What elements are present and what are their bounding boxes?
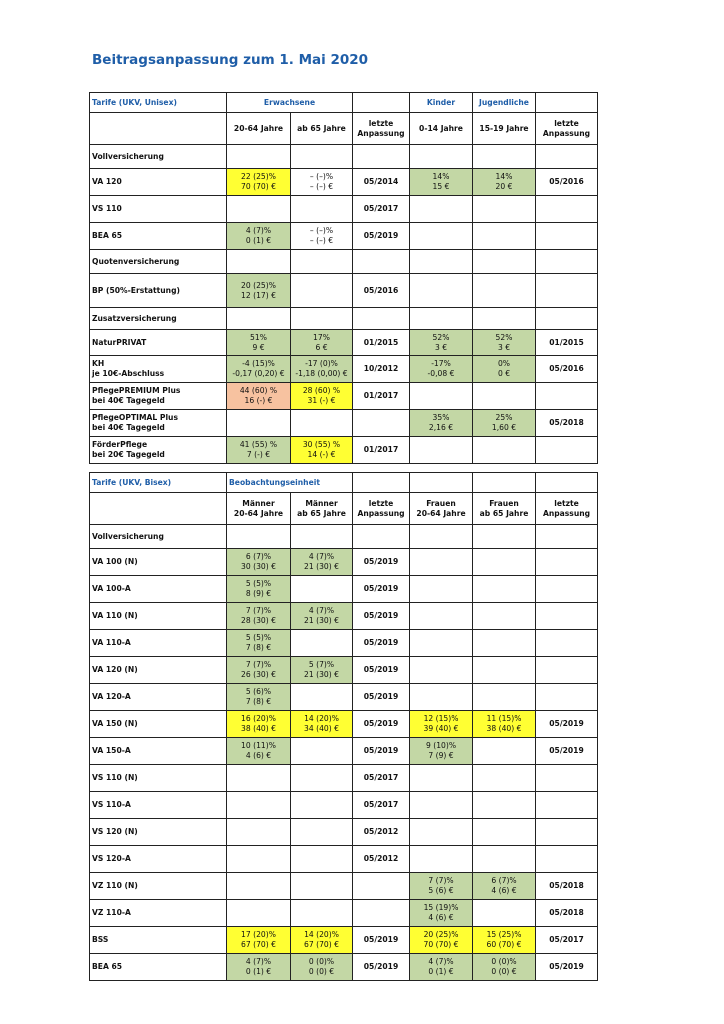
table-row-vs120a <box>90 846 598 873</box>
tariff-name: VA 100-A <box>90 576 227 603</box>
value-cell: 15 (19)% 4 (6) € <box>410 900 473 927</box>
value-cell: 9 (10)% 7 (9) € <box>410 738 473 765</box>
tariff-name: VA 100 (N) <box>90 549 227 576</box>
value-cell: 4 (7)% 0 (1) € <box>227 223 291 250</box>
table-row-vs110a <box>90 792 598 819</box>
value-cell: – (–)% – (–) € <box>291 223 353 250</box>
value-cell: 30 (55) % 14 (-) € <box>291 437 353 464</box>
tariff-name: VS 120 (N) <box>90 819 227 846</box>
last-adjustment: 05/2019 <box>353 630 410 657</box>
tariff-name: VS 120-A <box>90 846 227 873</box>
last-adjustment: 05/2019 <box>353 927 410 954</box>
last-adjustment: 05/2019 <box>536 711 598 738</box>
last-adjustment: 05/2019 <box>353 738 410 765</box>
last-adjustment: 05/2019 <box>536 954 598 981</box>
header-frauen-ab-65: Frauen ab 65 Jahre <box>473 493 536 525</box>
header-maenner-20-64: Männer 20-64 Jahre <box>227 493 291 525</box>
value-cell: 28 (60) % 31 (-) € <box>291 383 353 410</box>
last-adjustment: 05/2019 <box>353 603 410 630</box>
last-adjustment: 01/2015 <box>353 330 410 356</box>
value-cell: 6 (7)% 30 (30) € <box>227 549 291 576</box>
last-adjustment: 05/2017 <box>536 927 598 954</box>
value-cell: 5 (5)% 7 (8) € <box>227 630 291 657</box>
value-cell: 10 (11)% 4 (6) € <box>227 738 291 765</box>
last-adjustment: 05/2016 <box>353 274 410 308</box>
last-adjustment: 05/2017 <box>353 196 410 223</box>
tariff-name: VA 110 (N) <box>90 603 227 630</box>
value-cell: -17% -0,08 € <box>410 356 473 383</box>
section-row <box>90 308 598 330</box>
table-row-va110n <box>90 603 598 630</box>
section-zusatzversicherung: Zusatzversicherung <box>90 308 227 330</box>
table-row-bea65 <box>90 954 598 981</box>
header-0-14: 0-14 Jahre <box>410 113 473 145</box>
last-adjustment: 05/2018 <box>536 410 598 437</box>
table-row-vz110a <box>90 900 598 927</box>
last-adjustment: 01/2017 <box>353 437 410 464</box>
value-cell: 0% 0 € <box>473 356 536 383</box>
table-row-bea65 <box>90 223 598 250</box>
value-cell: 17% 6 € <box>291 330 353 356</box>
table-header-row <box>90 473 598 493</box>
last-adjustment: 10/2012 <box>353 356 410 383</box>
section-quotenversicherung: Quotenversicherung <box>90 250 227 274</box>
value-cell: 4 (7)% 0 (1) € <box>227 954 291 981</box>
tariff-name: VZ 110-A <box>90 900 227 927</box>
last-adjustment: 05/2019 <box>353 549 410 576</box>
header-letzte-anpassung-2: letzte Anpassung <box>536 113 598 145</box>
table-row-pflegepremium <box>90 383 598 410</box>
value-cell: 7 (7)% 28 (30) € <box>227 603 291 630</box>
value-cell: 35% 2,16 € <box>410 410 473 437</box>
value-cell: 51% 9 € <box>227 330 291 356</box>
table-row-vz110n <box>90 873 598 900</box>
value-cell: 12 (15)% 39 (40) € <box>410 711 473 738</box>
table-header-row <box>90 93 598 113</box>
value-cell: 0 (0)% 0 (0) € <box>473 954 536 981</box>
value-cell: 20 (25)% 70 (70) € <box>410 927 473 954</box>
last-adjustment: 05/2018 <box>536 900 598 927</box>
tariff-name: BEA 65 <box>90 954 227 981</box>
table-subheader-row <box>90 113 598 145</box>
page-title: Beitragsanpassung zum 1. Mai 2020 <box>92 52 369 68</box>
tariff-name: VS 110-A <box>90 792 227 819</box>
value-cell: 15 (25)% 60 (70) € <box>473 927 536 954</box>
last-adjustment: 05/2019 <box>353 657 410 684</box>
tariff-name: PflegeOPTIMAL Plus bei 40€ Tagegeld <box>90 410 227 437</box>
value-cell: 6 (7)% 4 (6) € <box>473 873 536 900</box>
last-adjustment: 05/2019 <box>353 711 410 738</box>
last-adjustment: 05/2019 <box>536 738 598 765</box>
empty-cell <box>353 93 410 113</box>
last-adjustment: 05/2014 <box>353 169 410 196</box>
value-cell: -4 (15)% -0,17 (0,20) € <box>227 356 291 383</box>
tariff-name: KH je 10€-Abschluss <box>90 356 227 383</box>
header-beobachtungseinheit: Beobachtungseinheit <box>227 473 353 493</box>
table-row-bp <box>90 274 598 308</box>
last-adjustment: 05/2012 <box>353 846 410 873</box>
value-cell: 7 (7)% 26 (30) € <box>227 657 291 684</box>
table-subheader-row <box>90 493 598 525</box>
section-vollversicherung: Vollversicherung <box>90 525 227 549</box>
table-row-va110a <box>90 630 598 657</box>
value-cell: 20 (25)% 12 (17) € <box>227 274 291 308</box>
table-row-pflegeoptimal <box>90 410 598 437</box>
table-row-bss <box>90 927 598 954</box>
last-adjustment: 05/2017 <box>353 792 410 819</box>
section-row <box>90 145 598 169</box>
empty-cell <box>536 93 598 113</box>
value-cell: -17 (0)% -1,18 (0,00) € <box>291 356 353 383</box>
value-cell: 16 (20)% 38 (40) € <box>227 711 291 738</box>
value-cell: 44 (60) % 16 (-) € <box>227 383 291 410</box>
tariff-name: VA 120 <box>90 169 227 196</box>
header-ab-65: ab 65 Jahre <box>291 113 353 145</box>
value-cell: 52% 3 € <box>473 330 536 356</box>
tariff-name: VA 120-A <box>90 684 227 711</box>
table-row-va150a <box>90 738 598 765</box>
tariff-name: PflegePREMIUM Plus bei 40€ Tagegeld <box>90 383 227 410</box>
header-15-19: 15-19 Jahre <box>473 113 536 145</box>
last-adjustment: 05/2018 <box>536 873 598 900</box>
header-erwachsene: Erwachsene <box>227 93 353 113</box>
last-adjustment: 05/2019 <box>353 576 410 603</box>
tariff-name: VS 110 (N) <box>90 765 227 792</box>
value-cell: – (–)% – (–) € <box>291 169 353 196</box>
tariff-name: VS 110 <box>90 196 227 223</box>
table-row-vs110n <box>90 765 598 792</box>
header-jugendliche: Jugendliche <box>473 93 536 113</box>
table-row-va120a <box>90 684 598 711</box>
last-adjustment: 01/2017 <box>353 383 410 410</box>
value-cell: 4 (7)% 21 (30) € <box>291 603 353 630</box>
last-adjustment: 05/2012 <box>353 819 410 846</box>
last-adjustment: 05/2016 <box>536 169 598 196</box>
value-cell: 5 (7)% 21 (30) € <box>291 657 353 684</box>
section-row <box>90 525 598 549</box>
value-cell: 17 (20)% 67 (70) € <box>227 927 291 954</box>
header-20-64: 20-64 Jahre <box>227 113 291 145</box>
tariff-name: VA 120 (N) <box>90 657 227 684</box>
tariff-name: BEA 65 <box>90 223 227 250</box>
value-cell: 25% 1,60 € <box>473 410 536 437</box>
value-cell: 14% 15 € <box>410 169 473 196</box>
value-cell: 5 (6)% 7 (8) € <box>227 684 291 711</box>
last-adjustment: 05/2019 <box>353 954 410 981</box>
value-cell: 22 (25)% 70 (70) € <box>227 169 291 196</box>
value-cell: 14% 20 € <box>473 169 536 196</box>
header-tarife: Tarife (UKV, Unisex) <box>90 93 227 113</box>
value-cell: 52% 3 € <box>410 330 473 356</box>
table-row-vs120n <box>90 819 598 846</box>
tariff-name: VZ 110 (N) <box>90 873 227 900</box>
tariff-name: FörderPflege bei 20€ Tagegeld <box>90 437 227 464</box>
tariff-name: VA 150-A <box>90 738 227 765</box>
header-letzte-anpassung: letzte Anpassung <box>353 493 410 525</box>
table-row-foerderpflege <box>90 437 598 464</box>
last-adjustment: 05/2019 <box>353 223 410 250</box>
value-cell: 4 (7)% 0 (1) € <box>410 954 473 981</box>
value-cell: 0 (0)% 0 (0) € <box>291 954 353 981</box>
table-row-vs110 <box>90 196 598 223</box>
last-adjustment: 05/2016 <box>536 356 598 383</box>
last-adjustment: 05/2019 <box>353 684 410 711</box>
header-kinder: Kinder <box>410 93 473 113</box>
value-cell: 5 (5)% 8 (9) € <box>227 576 291 603</box>
table-row-va120n <box>90 657 598 684</box>
value-cell: 11 (15)% 38 (40) € <box>473 711 536 738</box>
table-row-naturprivat <box>90 330 598 356</box>
tariff-name: VA 150 (N) <box>90 711 227 738</box>
section-row <box>90 250 598 274</box>
value-cell: 41 (55) % 7 (-) € <box>227 437 291 464</box>
table-row-va150n <box>90 711 598 738</box>
value-cell: 4 (7)% 21 (30) € <box>291 549 353 576</box>
header-letzte-anpassung: letzte Anpassung <box>353 113 410 145</box>
tariff-name: NaturPRIVAT <box>90 330 227 356</box>
value-cell: 14 (20)% 34 (40) € <box>291 711 353 738</box>
tariff-name: BP (50%-Erstattung) <box>90 274 227 308</box>
unisex-tariff-table <box>89 92 598 464</box>
header-tarife: Tarife (UKV, Bisex) <box>90 473 227 493</box>
tariff-name: BSS <box>90 927 227 954</box>
header-frauen-20-64: Frauen 20-64 Jahre <box>410 493 473 525</box>
table-row-va100n <box>90 549 598 576</box>
empty-cell <box>90 493 227 525</box>
section-vollversicherung: Vollversicherung <box>90 145 227 169</box>
bisex-tariff-table <box>89 472 598 981</box>
value-cell: 14 (20)% 67 (70) € <box>291 927 353 954</box>
header-maenner-ab-65: Männer ab 65 Jahre <box>291 493 353 525</box>
value-cell: 7 (7)% 5 (6) € <box>410 873 473 900</box>
table-row-va100a <box>90 576 598 603</box>
tariff-name: VA 110-A <box>90 630 227 657</box>
last-adjustment: 01/2015 <box>536 330 598 356</box>
empty-cell <box>90 113 227 145</box>
last-adjustment: 05/2017 <box>353 765 410 792</box>
table-row-va120 <box>90 169 598 196</box>
table-row-kh <box>90 356 598 383</box>
header-letzte-anpassung-2: letzte Anpassung <box>536 493 598 525</box>
